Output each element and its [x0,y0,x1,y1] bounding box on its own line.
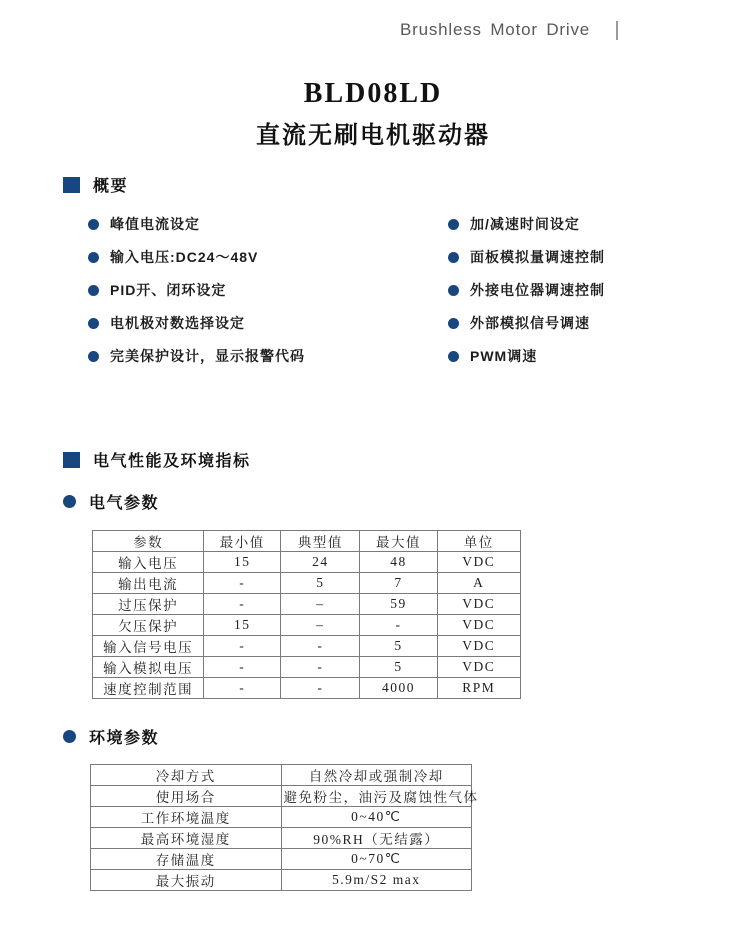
feature-list-left [88,216,408,381]
feature-item [448,216,728,232]
feature-item [88,216,408,232]
bullet-icon [448,219,459,230]
table-cell: 典型值 [281,531,360,552]
subsection-label: 电气参数 [89,495,160,512]
feature-label: 外接电位器调速控制 [470,282,605,298]
table-cell: 5 [360,657,437,678]
bullet-icon [88,318,99,329]
table-cell: - [204,678,281,699]
table-row [93,615,521,636]
section-heading-specs [63,448,251,471]
table-cell: 59 [360,594,437,615]
table-row [93,552,521,573]
table-cell: 工作环境温度 [91,807,282,828]
table-cell: 输入信号电压 [93,636,204,657]
circle-bullet-icon [63,495,76,508]
table-cell: VDC [437,594,521,615]
table-cell: 最大振动 [91,870,282,891]
table-cell: 0~40℃ [281,807,472,828]
table-cell: 5 [281,573,360,594]
bullet-icon [88,252,99,263]
feature-label: 电机极对数选择设定 [110,315,245,331]
bullet-icon [448,285,459,296]
table-row [93,594,521,615]
table-header-row [93,531,521,552]
table-cell: - [360,615,437,636]
table-cell: 5.9m/S2 max [281,870,472,891]
feature-label: 外部模拟信号调速 [470,315,590,331]
table-cell: 90%RH（无结露） [281,828,472,849]
table-cell: - [204,594,281,615]
section-label: 概要 [93,178,129,195]
table-row [93,678,521,699]
bullet-icon [88,285,99,296]
table-cell: 自然冷却或强制冷却 [281,765,472,786]
subsection-heading-electrical [63,490,159,513]
feature-item [448,249,728,265]
feature-label: 输入电压:DC24～48V [110,249,259,265]
table-cell: 15 [204,615,281,636]
environment-parameters-table [90,764,479,891]
table-cell: 冷却方式 [91,765,282,786]
table-cell: 过压保护 [93,594,204,615]
brand-header [0,20,618,40]
electrical-parameters-table [92,530,521,699]
table-cell: 输入模拟电压 [93,657,204,678]
subsection-label: 环境参数 [89,730,160,747]
bullet-icon [88,219,99,230]
table-cell: 5 [360,636,437,657]
bullet-icon [88,351,99,362]
table-row [91,807,472,828]
table-cell: VDC [437,636,521,657]
table-cell: 24 [281,552,360,573]
circle-bullet-icon [63,730,76,743]
bullet-icon [448,318,459,329]
table-cell: 避免粉尘，油污及腐蚀性气体 [281,786,472,807]
table-cell: 4000 [360,678,437,699]
table-cell: - [281,636,360,657]
table-cell: 输出电流 [93,573,204,594]
title-block [0,78,746,150]
feature-item [88,249,408,265]
feature-label: 完美保护设计，显示报警代码 [110,348,305,364]
table-cell: - [281,657,360,678]
feature-label: 加/减速时间设定 [470,216,580,232]
table-cell: 输入电压 [93,552,204,573]
feature-item [88,282,408,298]
feature-label: PID开、闭环设定 [110,282,227,298]
bullet-icon [448,252,459,263]
feature-list-right [448,216,728,381]
table-cell: 欠压保护 [93,615,204,636]
table-row [91,849,472,870]
table-cell: 最高环境湿度 [91,828,282,849]
table-row [91,870,472,891]
table-cell: VDC [437,657,521,678]
table-cell: – [281,594,360,615]
section-heading-overview [63,173,128,196]
table-cell: A [437,573,521,594]
square-bullet-icon [63,452,80,468]
feature-label: 面板模拟量调速控制 [470,249,605,265]
table-cell: 7 [360,573,437,594]
table-cell: - [204,657,281,678]
table-cell: 使用场合 [91,786,282,807]
table-cell: - [204,573,281,594]
table-row [91,786,472,807]
table-row [93,573,521,594]
table-row [93,636,521,657]
table-cell: 0~70℃ [281,849,472,870]
table-row [91,765,472,786]
table-cell: RPM [437,678,521,699]
table-cell: VDC [437,552,521,573]
model-title: BLD08LD [303,78,443,109]
feature-label: 峰值电流设定 [110,216,200,232]
table-cell: – [281,615,360,636]
table-cell: 最小值 [204,531,281,552]
table-cell: 速度控制范围 [93,678,204,699]
table-cell: - [281,678,360,699]
divider-bar [616,21,618,40]
table-cell: 参数 [93,531,204,552]
brand-text: Brushless Motor Drive [399,20,590,39]
table-row [93,657,521,678]
section-label: 电气性能及环境指标 [93,453,251,470]
subsection-heading-environment [63,725,159,748]
table-cell: 最大值 [360,531,437,552]
feature-item [448,282,728,298]
table-cell: 单位 [437,531,521,552]
table-cell: - [204,636,281,657]
feature-item [88,348,408,364]
table-cell: 48 [360,552,437,573]
feature-item [448,315,728,331]
table-cell: 15 [204,552,281,573]
table-cell: VDC [437,615,521,636]
feature-item [88,315,408,331]
feature-label: PWM调速 [470,348,538,364]
feature-item [448,348,728,364]
product-title: 直流无刷电机驱动器 [256,122,490,149]
bullet-icon [448,351,459,362]
square-bullet-icon [63,177,80,193]
table-row [91,828,472,849]
table-cell: 存储温度 [91,849,282,870]
